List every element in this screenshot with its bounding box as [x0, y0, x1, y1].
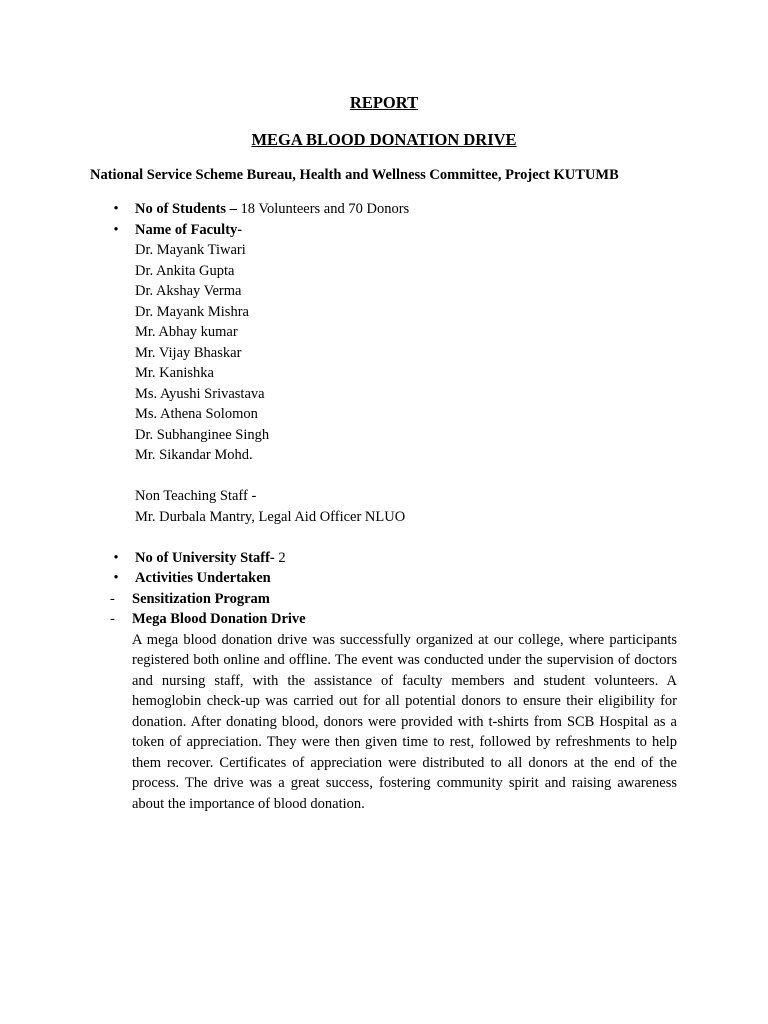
activities-bullet [110, 568, 677, 589]
faculty-name: Dr. Akshay Verma [135, 283, 242, 299]
students-bullet [110, 199, 677, 220]
faculty-name: Ms. Ayushi Srivastava [135, 385, 265, 402]
activities-label: Activities Undertaken [135, 570, 271, 586]
faculty-bullet [110, 220, 677, 548]
faculty-name: Mr. Abhay kumar [135, 324, 238, 340]
drive-heading: MEGA BLOOD DONATION DRIVE [251, 130, 517, 149]
bullet-icon: • [113, 570, 119, 586]
bullet-icon: • [113, 549, 119, 566]
faculty-name: Dr. Subhanginee Singh [135, 426, 270, 443]
faculty-name: Mr. Sikandar Mohd. [135, 447, 253, 463]
activity-item-label: Mega Blood Donation Drive [132, 611, 306, 627]
faculty-name: Mr. Vijay Bhaskar [135, 344, 242, 361]
activity-item-label: Sensitization Program [132, 590, 270, 607]
report-bullet-list [110, 199, 677, 814]
non-teaching-label: Non Teaching Staff - [135, 488, 257, 504]
university-staff-label: No of University Staff- [135, 549, 275, 566]
spacer [135, 527, 677, 548]
students-value: 18 Volunteers and 70 Donors [240, 201, 410, 217]
faculty-label: Name of Faculty- [135, 221, 243, 238]
activity-item [110, 609, 677, 814]
bullet-icon: • [113, 221, 119, 238]
faculty-name: Ms. Athena Solomon [135, 406, 258, 422]
faculty-name: Dr. Mayank Mishra [135, 303, 249, 320]
dash-icon: - [110, 590, 115, 607]
activity-description: A mega blood donation drive was successfully organized at our college, where participants registered both online and offline. The event was conducted under the supervision of doctors and nursing staff, with the assistance of faculty members and student volunteers. A hemoglobin check-up was carried out for all potential donors to ensure their eligibility for donation. After donating blood, donors were provided with t-shirts from SCB Hospital as a token of appreciation. They were then given time to rest, followed by refreshments to help them recover. Certificates of appreciation were distributed to all donors at the end of the process. The drive was a great success, fostering community spirit and raising awareness about the importance of blood donation. [132, 631, 677, 812]
spacer [135, 466, 677, 487]
faculty-name: Dr. Ankita Gupta [135, 262, 235, 279]
bullet-icon: • [113, 201, 119, 217]
report-heading: REPORT [349, 93, 419, 112]
students-label: No of Students – [135, 201, 237, 217]
university-staff-bullet [110, 548, 677, 569]
activity-item [110, 589, 677, 610]
non-teaching-name: Mr. Durbala Mantry, Legal Aid Officer NLUO [135, 508, 406, 525]
university-staff-value: 2 [278, 549, 286, 566]
organizers-line: National Service Scheme Bureau, Health and Wellness Committee, Project KUTUMB [90, 167, 619, 183]
faculty-name: Dr. Mayank Tiwari [135, 242, 246, 258]
faculty-name: Mr. Kanishka [135, 365, 214, 381]
dash-icon: - [110, 611, 115, 627]
